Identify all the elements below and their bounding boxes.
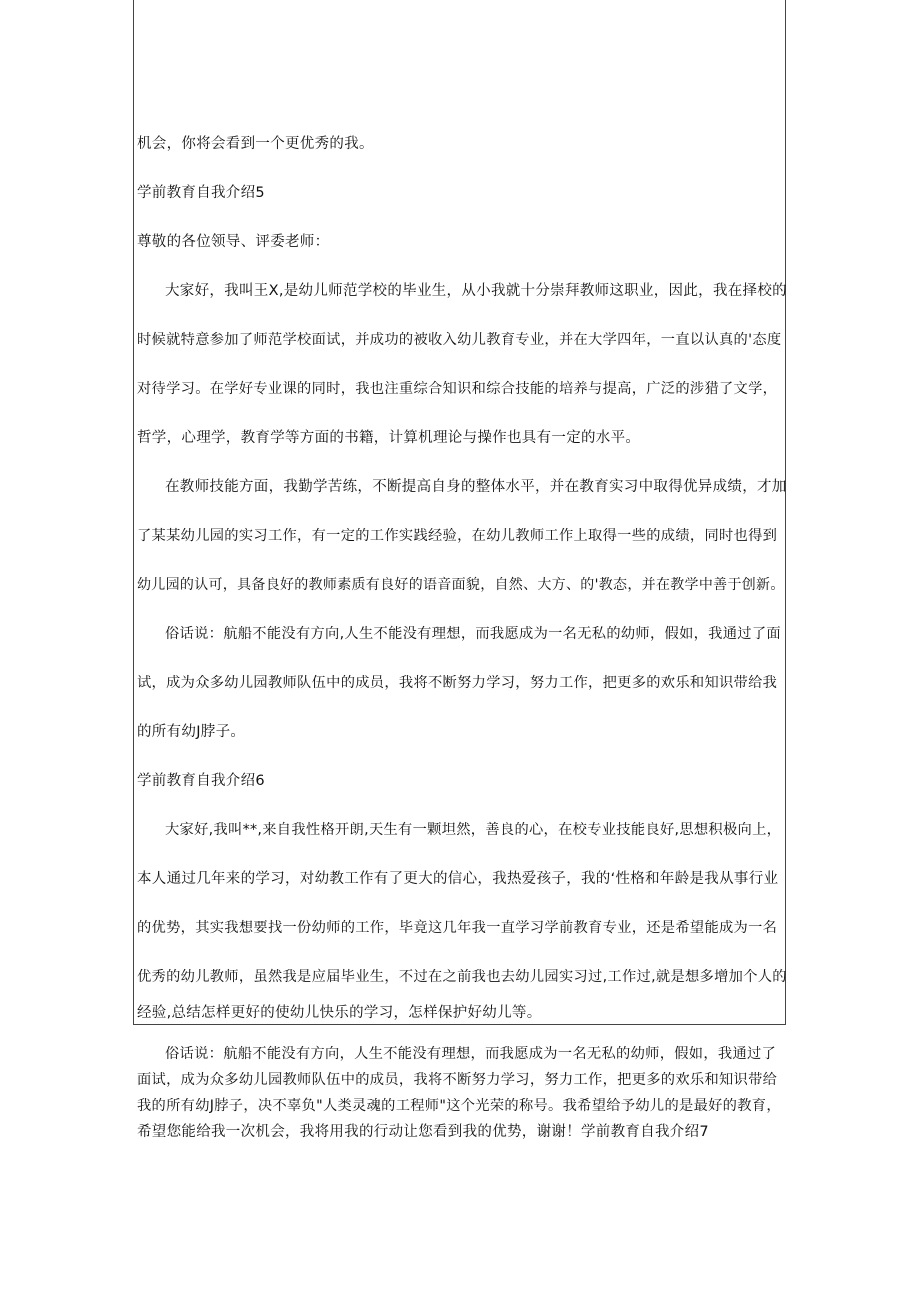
salutation: 尊敬的各位领导、评委老师： [137, 234, 330, 250]
paragraph-line: 大家好,我叫**,来自我性格开朗,天生有一颗坦然，善良的心，在校专业技能良好,思想积极向上， [165, 822, 782, 838]
paragraph-line: 俗话说：航船不能没有方向,人生不能没有理想，而我愿成为一名无私的幼师，假如，我通过了面 [165, 626, 781, 642]
section-heading-5: 学前教育自我介绍5 [137, 185, 265, 201]
paragraph-line: 了某某幼儿园的实习工作，有一定的工作实践经验，在幼儿教师工作上取得一些的成绩，同时也得到 [137, 528, 778, 544]
paragraph-line: 机会，你将会看到一个更优秀的我。 [137, 136, 374, 152]
paragraph-line: 的所有幼J脖子。 [137, 724, 246, 740]
paragraph-line: 在教师技能方面，我勤学苦练，不断提高自身的整体水平，并在教育实习中取得优异成绩，才加 [165, 479, 787, 495]
paragraph-line: 本人通过几年来的学习，对幼教工作有了更大的信心，我热爱孩子，我的‘性格和年龄是我从事行业 [137, 871, 779, 887]
paragraph-line: 对待学习。在学好专业课的同时，我也注重综合知识和综合技能的培养与提高，广泛的涉猎了文学， [137, 381, 778, 397]
closing-paragraph-line: 俗话说：航船不能没有方向，人生不能没有理想，而我愿成为一名无私的幼师，假如，我通过了 [165, 1046, 777, 1062]
paragraph-line: 哲学，心理学，教育学等方面的书籍，计算机理论与操作也具有一定的水平。 [137, 430, 641, 446]
paragraph-line: 的优势，其实我想要找一份幼师的工作，毕竟这几年我一直学习学前教育专业，还是希望能成为一名 [137, 920, 778, 936]
paragraph-line: 经验,总结怎样更好的使幼儿快乐的学习，怎样保护好幼儿等。 [137, 1005, 542, 1021]
closing-paragraph-line: 我的所有幼J脖子，决不辜负"人类灵魂的工程师"这个光荣的称号。我希望给予幼儿的是最好的教育， [137, 1098, 781, 1114]
paragraph-line: 时候就特意参加了师范学校面试，并成功的被收入幼儿教育专业，并在大学四年，一直以认真的'态度 [137, 332, 782, 348]
paragraph-line: 幼儿园的认可，具备良好的教师素质有良好的语音面貌，自然、大方、的'教态，并在教学中善于创新。 [137, 577, 785, 593]
closing-paragraph-line: 面试，成为众多幼儿园教师队伍中的成员，我将不断努力学习，努力工作，把更多的欢乐和知识带给 [137, 1072, 778, 1088]
closing-paragraph-line: 希望您能给我一次机会，我将用我的行动让您看到我的优势，谢谢！学前教育自我介绍7 [137, 1124, 709, 1140]
paragraph-line: 大家好，我叫王X,是幼儿师范学校的毕业生，从小我就十分崇拜教师这职业，因此，我在择校的 [165, 283, 787, 299]
paragraph-line: 优秀的幼儿教师，虽然我是应届毕业生，不过在之前我也去幼儿园实习过,工作过,就是想多增加个人的 [137, 969, 787, 985]
paragraph-line: 试，成为众多幼儿园教师队伍中的成员，我将不断努力学习，努力工作，把更多的欢乐和知识带给我 [137, 675, 778, 691]
section-heading-6: 学前教育自我介绍6 [137, 773, 265, 789]
